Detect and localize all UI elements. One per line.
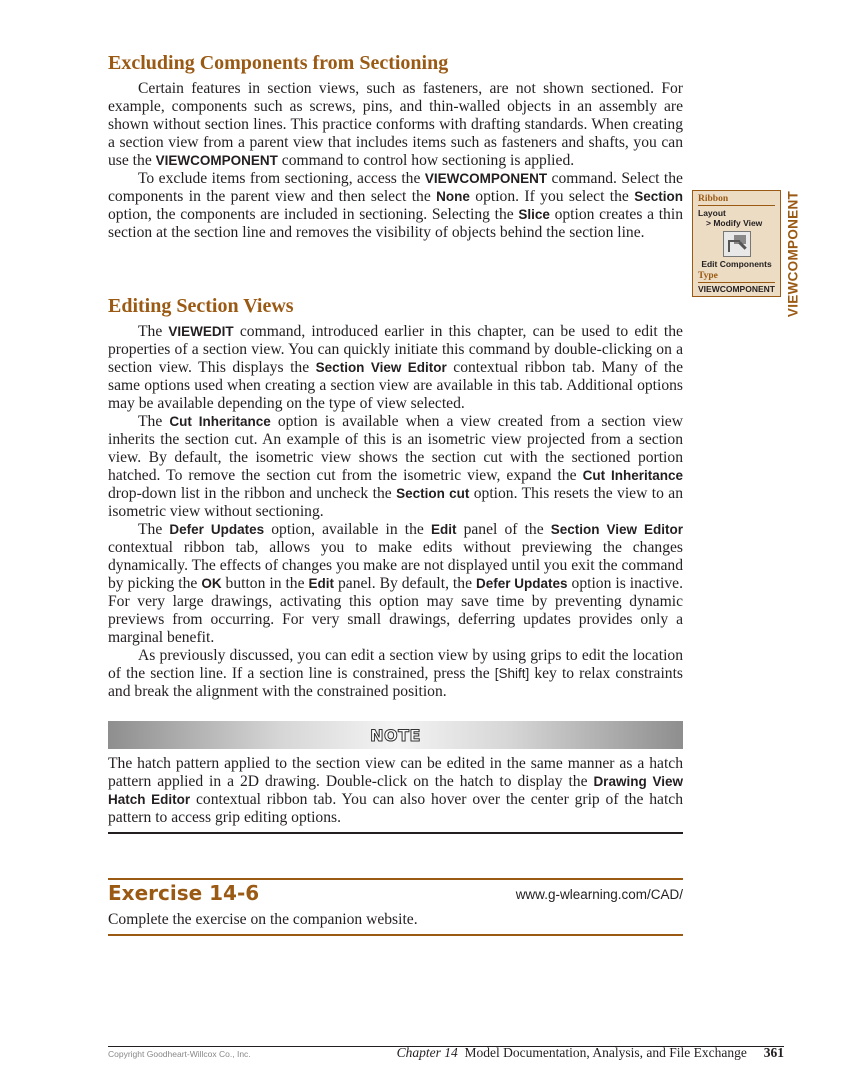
command-term: Section View Editor — [315, 360, 447, 375]
text-run: contextual ribbon tab, allows you to make edits without previewing the changes dynamically. The effects of changes you make are not displayed until you exit the command by picking the — [108, 539, 683, 592]
exercise-title: Exercise 14-6 — [108, 881, 260, 905]
command-term: Edit — [308, 576, 334, 591]
note-header — [108, 721, 683, 749]
text-run: command to control how sectioning is applied. — [277, 152, 575, 169]
command-term: Cut Inheritance — [169, 414, 271, 429]
section-heading-excluding: Excluding Components from Sectioning — [108, 52, 449, 74]
command-term: Cut Inheritance — [582, 468, 683, 483]
command-term: Section — [634, 189, 684, 204]
edit-components-icon — [723, 231, 751, 257]
text-run: contextual ribbon tab. You can also hover over the center grip of the hatch pattern to access grip editing options. — [108, 791, 683, 826]
command-term: Slice — [518, 207, 550, 222]
exercise-text: Complete the exercise on the companion website. — [108, 911, 418, 928]
footer-running-head — [397, 1045, 784, 1061]
text-run: command. Select the components in the parent view and then select the — [108, 170, 683, 205]
exercise-top-rule — [108, 878, 683, 880]
command-term: VIEWEDIT — [168, 324, 234, 339]
command-term: OK — [201, 576, 222, 591]
paragraph — [108, 323, 683, 413]
vertical-command-text: VIEWCOMPONENT — [785, 190, 801, 318]
text-run: The hatch pattern applied to the section view can be edited in the same manner as a hatch pattern applied in a 2D drawing. Double-click on the hatch to display the — [108, 755, 683, 790]
exercise-url[interactable]: www.g-wlearning.com/CAD/ — [515, 887, 683, 902]
vertical-command-label — [783, 190, 803, 318]
paragraph — [108, 170, 683, 242]
footer-chapter-title: Model Documentation, Analysis, and File Exchange — [464, 1045, 747, 1060]
text-run: option is inactive. For very large drawings, activating this option may save time by preventing dynamic previews from occurring. For very small drawings, deferring updates provides only a marginal benefit. — [108, 575, 683, 646]
section-heading-editing: Editing Section Views — [108, 295, 294, 317]
text-run: The — [138, 521, 170, 538]
edit-components-label: Edit Components — [701, 259, 772, 269]
exercise-bottom-rule — [108, 934, 683, 936]
text-run: panel of the — [456, 521, 551, 538]
ribbon-label: Ribbon — [698, 194, 775, 206]
text-run: option, the components are included in sectioning. Selecting the — [108, 206, 519, 223]
paragraph — [108, 521, 683, 647]
command-term: VIEWCOMPONENT — [424, 171, 548, 186]
note-bottom-rule — [108, 832, 683, 834]
command-term: Section View Editor — [550, 522, 684, 537]
page-number: 361 — [763, 1045, 784, 1060]
command-term: Edit — [430, 522, 457, 537]
text-run: The — [138, 323, 169, 340]
paragraph — [108, 80, 683, 170]
type-label: Type — [698, 271, 775, 283]
footer-chapter: Chapter 14 — [396, 1045, 458, 1060]
note-title: NOTE — [370, 726, 421, 745]
command-term: Drawing View Hatch Editor — [108, 774, 683, 807]
paragraph — [108, 413, 683, 521]
text-run: The — [138, 413, 170, 430]
text-run: panel. By default, the — [334, 575, 476, 592]
command-term: Defer Updates — [475, 576, 568, 591]
key-name: [Shift] — [494, 666, 530, 681]
text-run: option. If you select the — [469, 188, 635, 205]
ribbon-path-panel: > Modify View — [706, 218, 763, 228]
text-run: option, available in the — [264, 521, 431, 538]
command-term: Defer Updates — [169, 522, 265, 537]
paragraph — [108, 647, 683, 701]
command-term: Section cut — [396, 486, 470, 501]
text-run: contextual ribbon tab. Many of the same options used when creating a section view are available in this tab. Additional options may be available depending on the type of view selected. — [108, 359, 683, 412]
note-body — [108, 755, 683, 827]
command-term: None — [436, 189, 470, 204]
footer-copyright: Copyright Goodheart-Willcox Co., Inc. — [108, 1049, 251, 1059]
note-paragraph — [108, 755, 683, 827]
section1-body — [108, 80, 683, 242]
ribbon-path-tab: Layout — [698, 208, 726, 218]
ribbon-sidebar-box — [692, 190, 781, 297]
text-run: Certain features in section views, such as fasteners, are not shown sectioned. For example, components such as screws, pins, and thin-walled objects in an assembly are shown without section lines. This practice conforms with drafting standards. When creating a section view from a parent view that includes items such as fasteners and shafts, you can use the — [108, 80, 683, 169]
text-run: key to relax constraints and break the alignment with the constrained position. — [108, 665, 683, 700]
text-run: option is available when a view created from a section view inherits the section cut. An example of this is an isometric view projected from a section view. By default, the isometric view shows the section cut with the sectioned portion hatched. To remove the section cut from the isometric view, expand the — [108, 413, 683, 484]
text-run: drop-down list in the ribbon and uncheck the — [108, 485, 397, 502]
text-run: command, introduced earlier in this chapter, can be used to edit the properties of a section view. You can quickly initiate this command by double-clicking on a section view. This displays the — [108, 323, 683, 376]
text-run: option. This resets the view to an isometric view without sectioning. — [108, 485, 683, 520]
text-run: option creates a thin section at the section line and removes the visibility of objects behind the section line. — [108, 206, 683, 241]
text-run: To exclude items from sectioning, access the — [138, 170, 425, 187]
section2-body — [108, 323, 683, 701]
type-value: VIEWCOMPONENT — [698, 284, 775, 294]
command-term: VIEWCOMPONENT — [155, 153, 278, 168]
text-run: As previously discussed, you can edit a section view by using grips to edit the location of the section line. If a section line is constrained, press the — [108, 647, 683, 682]
text-run: button in the — [221, 575, 309, 592]
